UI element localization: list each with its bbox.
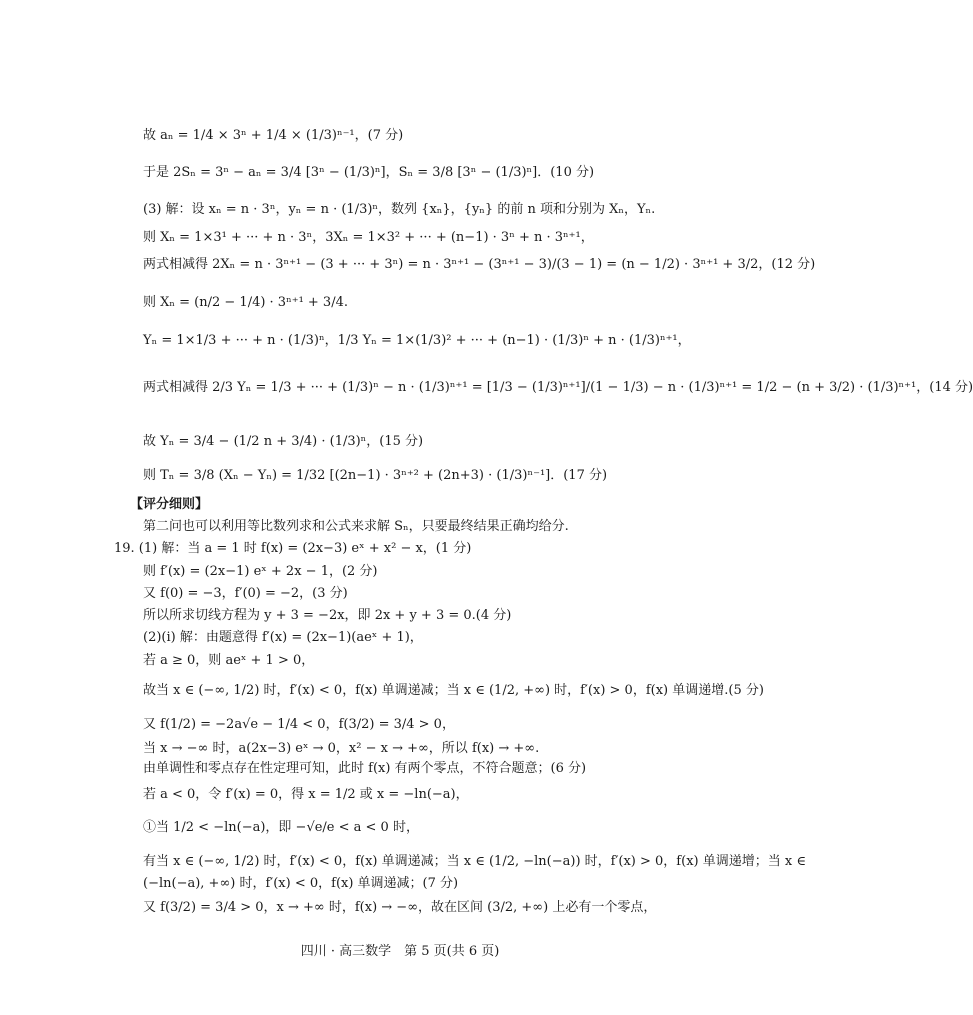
- text-line: (−ln(−a), +∞) 时，f′(x) < 0，f(x) 单调递减；(7 分): [143, 876, 459, 891]
- text-line: 所以所求切线方程为 y + 3 = −2x，即 2x + y + 3 = 0.(4 分): [143, 608, 512, 623]
- text-line: 则 Xₙ = (n/2 − 1/4) · 3ⁿ⁺¹ + 3/4.: [143, 295, 348, 310]
- text-line: 故 Yₙ = 3/4 − (1/2 n + 3/4) · (1/3)ⁿ，(15 分): [143, 434, 424, 449]
- text-line: 则 Tₙ = 3/8 (Xₙ − Yₙ) = 1/32 [(2n−1) · 3ⁿ⁺² + (2n+3) · (1/3)ⁿ⁻¹]．(17 分): [143, 468, 608, 483]
- text-line: (2)(i) 解：由题意得 f′(x) = (2x−1)(aeˣ + 1)，: [143, 630, 423, 645]
- text-line: 两式相减得 2Xₙ = n · 3ⁿ⁺¹ − (3 + ··· + 3ⁿ) = n · 3ⁿ⁺¹ − (3ⁿ⁺¹ − 3)/(3 − 1) = (n − 1/2) · 3ⁿ⁺¹ + 3/2，(12 分): [143, 257, 816, 272]
- text-line: 故 aₙ = 1/4 × 3ⁿ + 1/4 × (1/3)ⁿ⁻¹，(7 分): [143, 128, 404, 143]
- text-line: 故当 x ∈ (−∞, 1/2) 时，f′(x) < 0，f(x) 单调递减；当 x ∈ (1/2, +∞) 时，f′(x) > 0，f(x) 单调递增.(5 分): [143, 683, 764, 698]
- text-line: 若 a ≥ 0，则 aeˣ + 1 > 0，: [143, 653, 315, 668]
- text-line: 又 f(1/2) = −2a√e − 1/4 < 0，f(3/2) = 3/4 > 0，: [143, 717, 455, 732]
- text-line: 若 a < 0，令 f′(x) = 0，得 x = 1/2 或 x = −ln(−a)，: [143, 787, 469, 802]
- text-line: 又 f(0) = −3，f′(0) = −2，(3 分): [143, 586, 348, 601]
- text-line: ①当 1/2 < −ln(−a)，即 −√e/e < a < 0 时，: [143, 820, 419, 835]
- text-line: 则 Xₙ = 1×3¹ + ··· + n · 3ⁿ，3Xₙ = 1×3² + ··· + (n−1) · 3ⁿ + n · 3ⁿ⁺¹，: [143, 230, 594, 245]
- text-line: (3) 解：设 xₙ = n · 3ⁿ，yₙ = n · (1/3)ⁿ，数列 {xₙ}，{yₙ} 的前 n 项和分别为 Xₙ，Yₙ.: [143, 202, 656, 217]
- text-line: 两式相减得 2/3 Yₙ = 1/3 + ··· + (1/3)ⁿ − n · (1/3)ⁿ⁺¹ = [1/3 − (1/3)ⁿ⁺¹]/(1 − 1/3) − n · (1/3)ⁿ⁺¹ = 1/2 − (n + 3/2) · (1/3)ⁿ⁺¹，(14 分): [143, 380, 973, 395]
- text-line: 又 f(3/2) = 3/4 > 0，x → +∞ 时，f(x) → −∞，故在区间 (3/2, +∞) 上必有一个零点，: [143, 900, 657, 915]
- text-line: 则 f′(x) = (2x−1) eˣ + 2x − 1，(2 分): [143, 564, 378, 579]
- question-line: 19. (1) 解：当 a = 1 时 f(x) = (2x−3) eˣ + x² − x，(1 分): [114, 541, 472, 556]
- text-line: 由单调性和零点存在性定理可知，此时 f(x) 有两个零点，不符合题意；(6 分): [143, 761, 587, 776]
- text-line: 于是 2Sₙ = 3ⁿ − aₙ = 3/4 [3ⁿ − (1/3)ⁿ]，Sₙ = 3/8 [3ⁿ − (1/3)ⁿ]．(10 分): [143, 165, 595, 180]
- text-line: 第二问也可以利用等比数列求和公式来求解 Sₙ，只要最终结果正确均给分.: [143, 519, 569, 534]
- text-line: 当 x → −∞ 时，a(2x−3) eˣ → 0，x² − x → +∞，所以 f(x) → +∞.: [143, 741, 540, 756]
- page-footer: 四川 · 高三数学 第 5 页(共 6 页): [300, 944, 500, 959]
- text-line: Yₙ = 1×1/3 + ··· + n · (1/3)ⁿ，1/3 Yₙ = 1×(1/3)² + ··· + (n−1) · (1/3)ⁿ + n · (1/3)ⁿ⁺¹，: [143, 333, 691, 348]
- section-heading: 【评分细则】: [130, 497, 209, 512]
- text-line: 有当 x ∈ (−∞, 1/2) 时，f′(x) < 0，f(x) 单调递减；当 x ∈ (1/2, −ln(−a)) 时，f′(x) > 0，f(x) 单调递增；当 x ∈: [143, 854, 806, 869]
